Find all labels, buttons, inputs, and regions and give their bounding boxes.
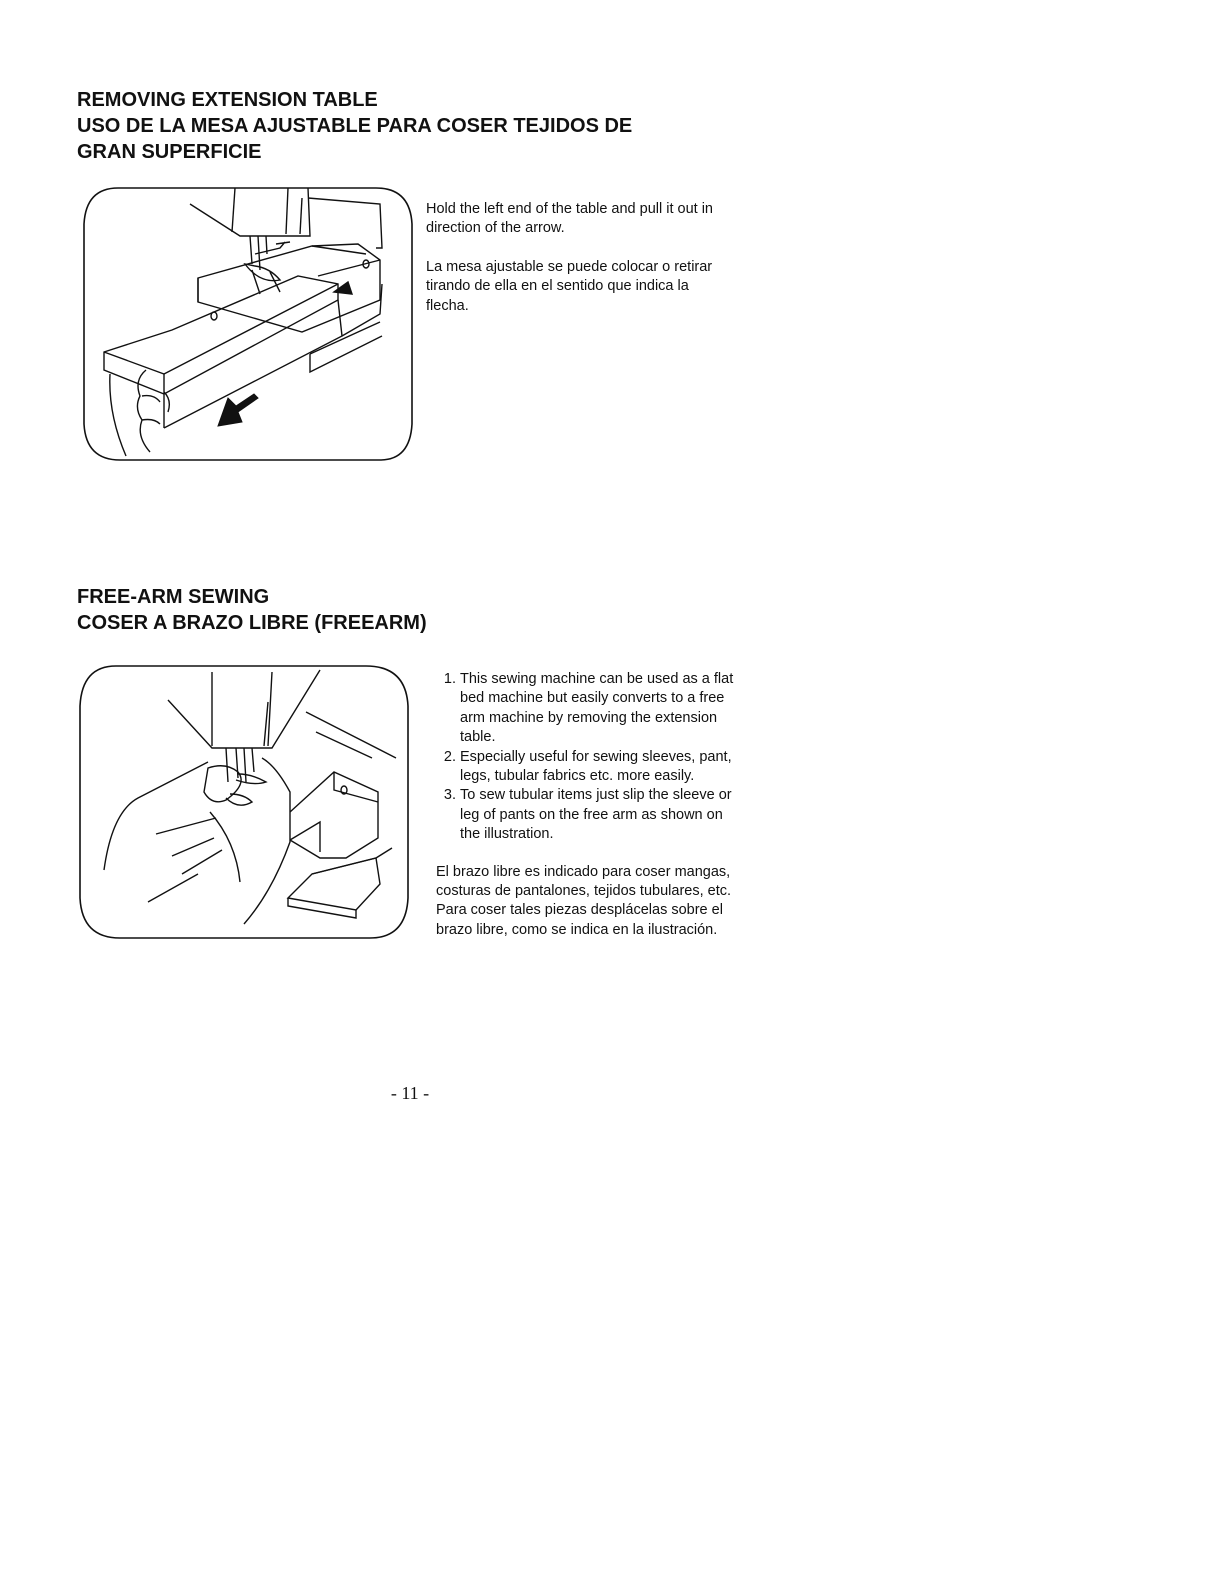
illustration-free-arm-sewing [76, 662, 412, 942]
instruction-es-2: Para coser tales piezas desplácelas sobre el brazo libre, como se indica en la ilustración. [436, 902, 723, 938]
heading-line-en: REMOVING EXTENSION TABLE [77, 89, 378, 111]
instruction-es: La mesa ajustable se puede colocar o retirar tirando de ella en el sentido que indica la flecha. [426, 258, 713, 314]
illustration-frame [80, 666, 408, 938]
page-number: - 11 - [390, 1083, 430, 1103]
instruction-es [436, 863, 746, 941]
pull-direction-arrow [218, 394, 258, 426]
step-3: 3. To sew tubular items just slip the sleeve or leg of pants on the free arm as shown on the illustration. [460, 786, 746, 844]
heading-line-es: COSER A BRAZO LIBRE (FREEARM) [77, 612, 427, 634]
section-heading-free-arm-sewing [77, 584, 757, 636]
machine-base [288, 858, 380, 910]
removing-table-instructions [426, 200, 726, 335]
instruction-es-1: El brazo libre es indicado para coser mangas, costuras de pantalones, tejidos tubulares, etc. [436, 863, 732, 900]
instruction-steps [436, 670, 746, 845]
machine-bed [198, 244, 380, 332]
machine-head [168, 670, 320, 748]
heading-line-es-1: USO DE LA MESA AJUSTABLE PARA COSER TEJIDOS DE [77, 115, 633, 137]
heading-line-en: FREE-ARM SEWING [77, 586, 270, 608]
instruction-en: Hold the left end of the table and pull it out in direction of the arrow. [426, 201, 713, 237]
step-2: 2. Especially useful for sewing sleeves, pant, legs, tubular fabrics etc. more easily. [460, 748, 746, 787]
free-arm-instructions [436, 670, 746, 940]
extension-table [104, 276, 338, 394]
heading-line-es-2: GRAN SUPERFICIE [77, 141, 262, 163]
machine-head [190, 188, 310, 236]
illustration-removing-extension-table [80, 184, 416, 464]
step-1: 1. This sewing machine can be used as a flat bed machine but easily converts to a free arm machine by removing the extension table. [460, 670, 746, 748]
section-heading-removing-extension-table [77, 87, 757, 165]
